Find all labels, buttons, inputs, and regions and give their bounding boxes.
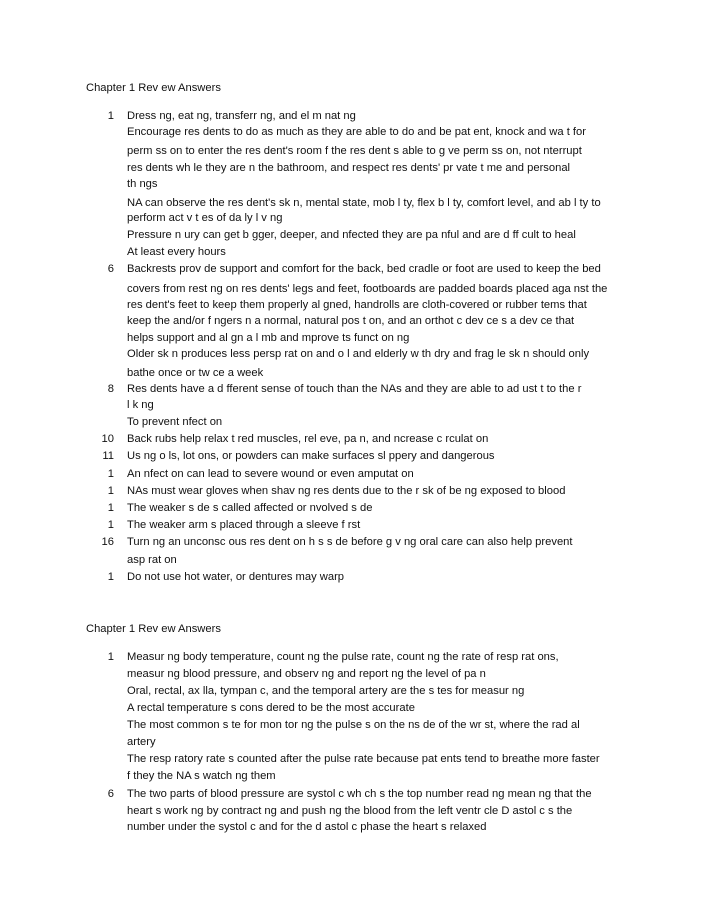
answer-line: perform act v t es of da ly l v ng	[127, 212, 283, 224]
answer-line: Older sk n produces less persp rat on and o l and elderly w th dry and frag le sk n should only	[127, 348, 590, 360]
answer-line: res dent's feet to keep them properly al gned, handrolls are cloth-covered or rubber tems that	[127, 299, 587, 311]
answer-line: artery	[127, 736, 156, 748]
answer-line: The weaker arm s placed through a sleeve f rst	[127, 519, 361, 531]
answer-line: covers from rest ng on res dents' legs and feet, footboards are padded boards placed aga nst the	[127, 283, 608, 295]
answer-number: 11	[102, 450, 114, 462]
answer-line: Turn ng an unconsc ous res dent on h s s de before g v ng oral care can also help prevent	[127, 536, 573, 548]
answer-line: Encourage res dents to do as much as they are able to do and be pat ent, knock and wa t for	[127, 126, 586, 138]
answer-number: 16	[101, 536, 114, 548]
answer-line: NA can observe the res dent's sk n, mental state, mob l ty, flex b l ty, comfort level, and ab l ty to	[127, 197, 601, 209]
answer-line: The weaker s de s called affected or nvolved s de	[127, 502, 373, 514]
answer-number: 1	[107, 110, 114, 122]
answer-number: 1	[107, 468, 114, 480]
answer-number: 1	[107, 485, 114, 497]
answer-line: measur ng blood pressure, and observ ng and report ng the level of pa n	[127, 668, 486, 680]
answer-line: keep the and/or f ngers n a normal, natural pos t on, and an orthot c dev ce s a dev ce that	[127, 315, 575, 327]
answer-line: heart s work ng by contract ng and push ng the blood from the left ventr cle D astol c s the	[127, 805, 573, 817]
answer-number: 6	[107, 263, 114, 275]
answer-line: The resp ratory rate s counted after the pulse rate because pat ents tend to breathe more faster	[127, 753, 600, 765]
answer-line: helps support and al gn a l mb and mprove ts funct on ng	[127, 332, 410, 344]
answer-line: To prevent nfect on	[127, 416, 223, 428]
answer-line: An nfect on can lead to severe wound or even amputat on	[127, 468, 414, 480]
answer-line: Back rubs help relax t red muscles, rel eve, pa n, and ncrease c rculat on	[127, 433, 489, 445]
answer-number: 8	[107, 383, 114, 395]
answer-line: Us ng o ls, lot ons, or powders can make surfaces sl ppery and dangerous	[127, 450, 495, 462]
answer-line: A rectal temperature s cons dered to be the most accurate	[127, 702, 415, 714]
answer-line: NAs must wear gloves when shav ng res dents due to the r sk of be ng exposed to blood	[127, 485, 566, 497]
answer-line: Measur ng body temperature, count ng the pulse rate, count ng the rate of resp rat ons,	[127, 651, 559, 663]
answer-line: res dents wh le they are n the bathroom, and respect res dents' pr vate t me and personal	[127, 162, 571, 174]
answer-line: Backrests prov de support and comfort for the back, bed cradle or foot are used to keep the bed	[127, 263, 601, 275]
section-heading: Chapter 1 Rev ew Answers	[86, 82, 221, 94]
answer-number: 6	[107, 788, 114, 800]
answer-line: perm ss on to enter the res dent's room f the res dent s able to g ve perm ss on, not nterrupt	[127, 145, 582, 157]
answer-line: Pressure n ury can get b gger, deeper, and nfected they are pa nful and are d ff cult to heal	[127, 229, 576, 241]
answer-number: 1	[107, 502, 114, 514]
answer-line: Do not use hot water, or dentures may warp	[127, 571, 345, 583]
answer-line: asp rat on	[127, 554, 177, 566]
answer-number: 1	[107, 571, 114, 583]
answer-line: Dress ng, eat ng, transferr ng, and el m nat ng	[127, 110, 356, 122]
answer-line: The two parts of blood pressure are systol c wh ch s the top number read ng mean ng that the	[127, 788, 592, 800]
section-heading: Chapter 1 Rev ew Answers	[86, 623, 221, 635]
answer-number: 1	[107, 651, 114, 663]
answer-line: l k ng	[127, 399, 154, 411]
answer-number: 10	[101, 433, 114, 445]
answer-line: The most common s te for mon tor ng the pulse s on the ns de of the wr st, where the rad al	[127, 719, 580, 731]
answer-line: At least every hours	[127, 246, 226, 258]
answer-line: Oral, rectal, ax lla, tympan c, and the temporal artery are the s tes for measur ng	[127, 685, 525, 697]
answer-number: 1	[107, 519, 114, 531]
answer-line: Res dents have a d fferent sense of touch than the NAs and they are able to ad ust t to the r	[127, 383, 582, 395]
answer-line: bathe once or tw ce a week	[127, 367, 264, 379]
answer-line: th ngs	[127, 178, 158, 190]
answer-line: number under the systol c and for the d astol c phase the heart s relaxed	[127, 821, 487, 833]
answer-line: f they the NA s watch ng them	[127, 770, 276, 782]
